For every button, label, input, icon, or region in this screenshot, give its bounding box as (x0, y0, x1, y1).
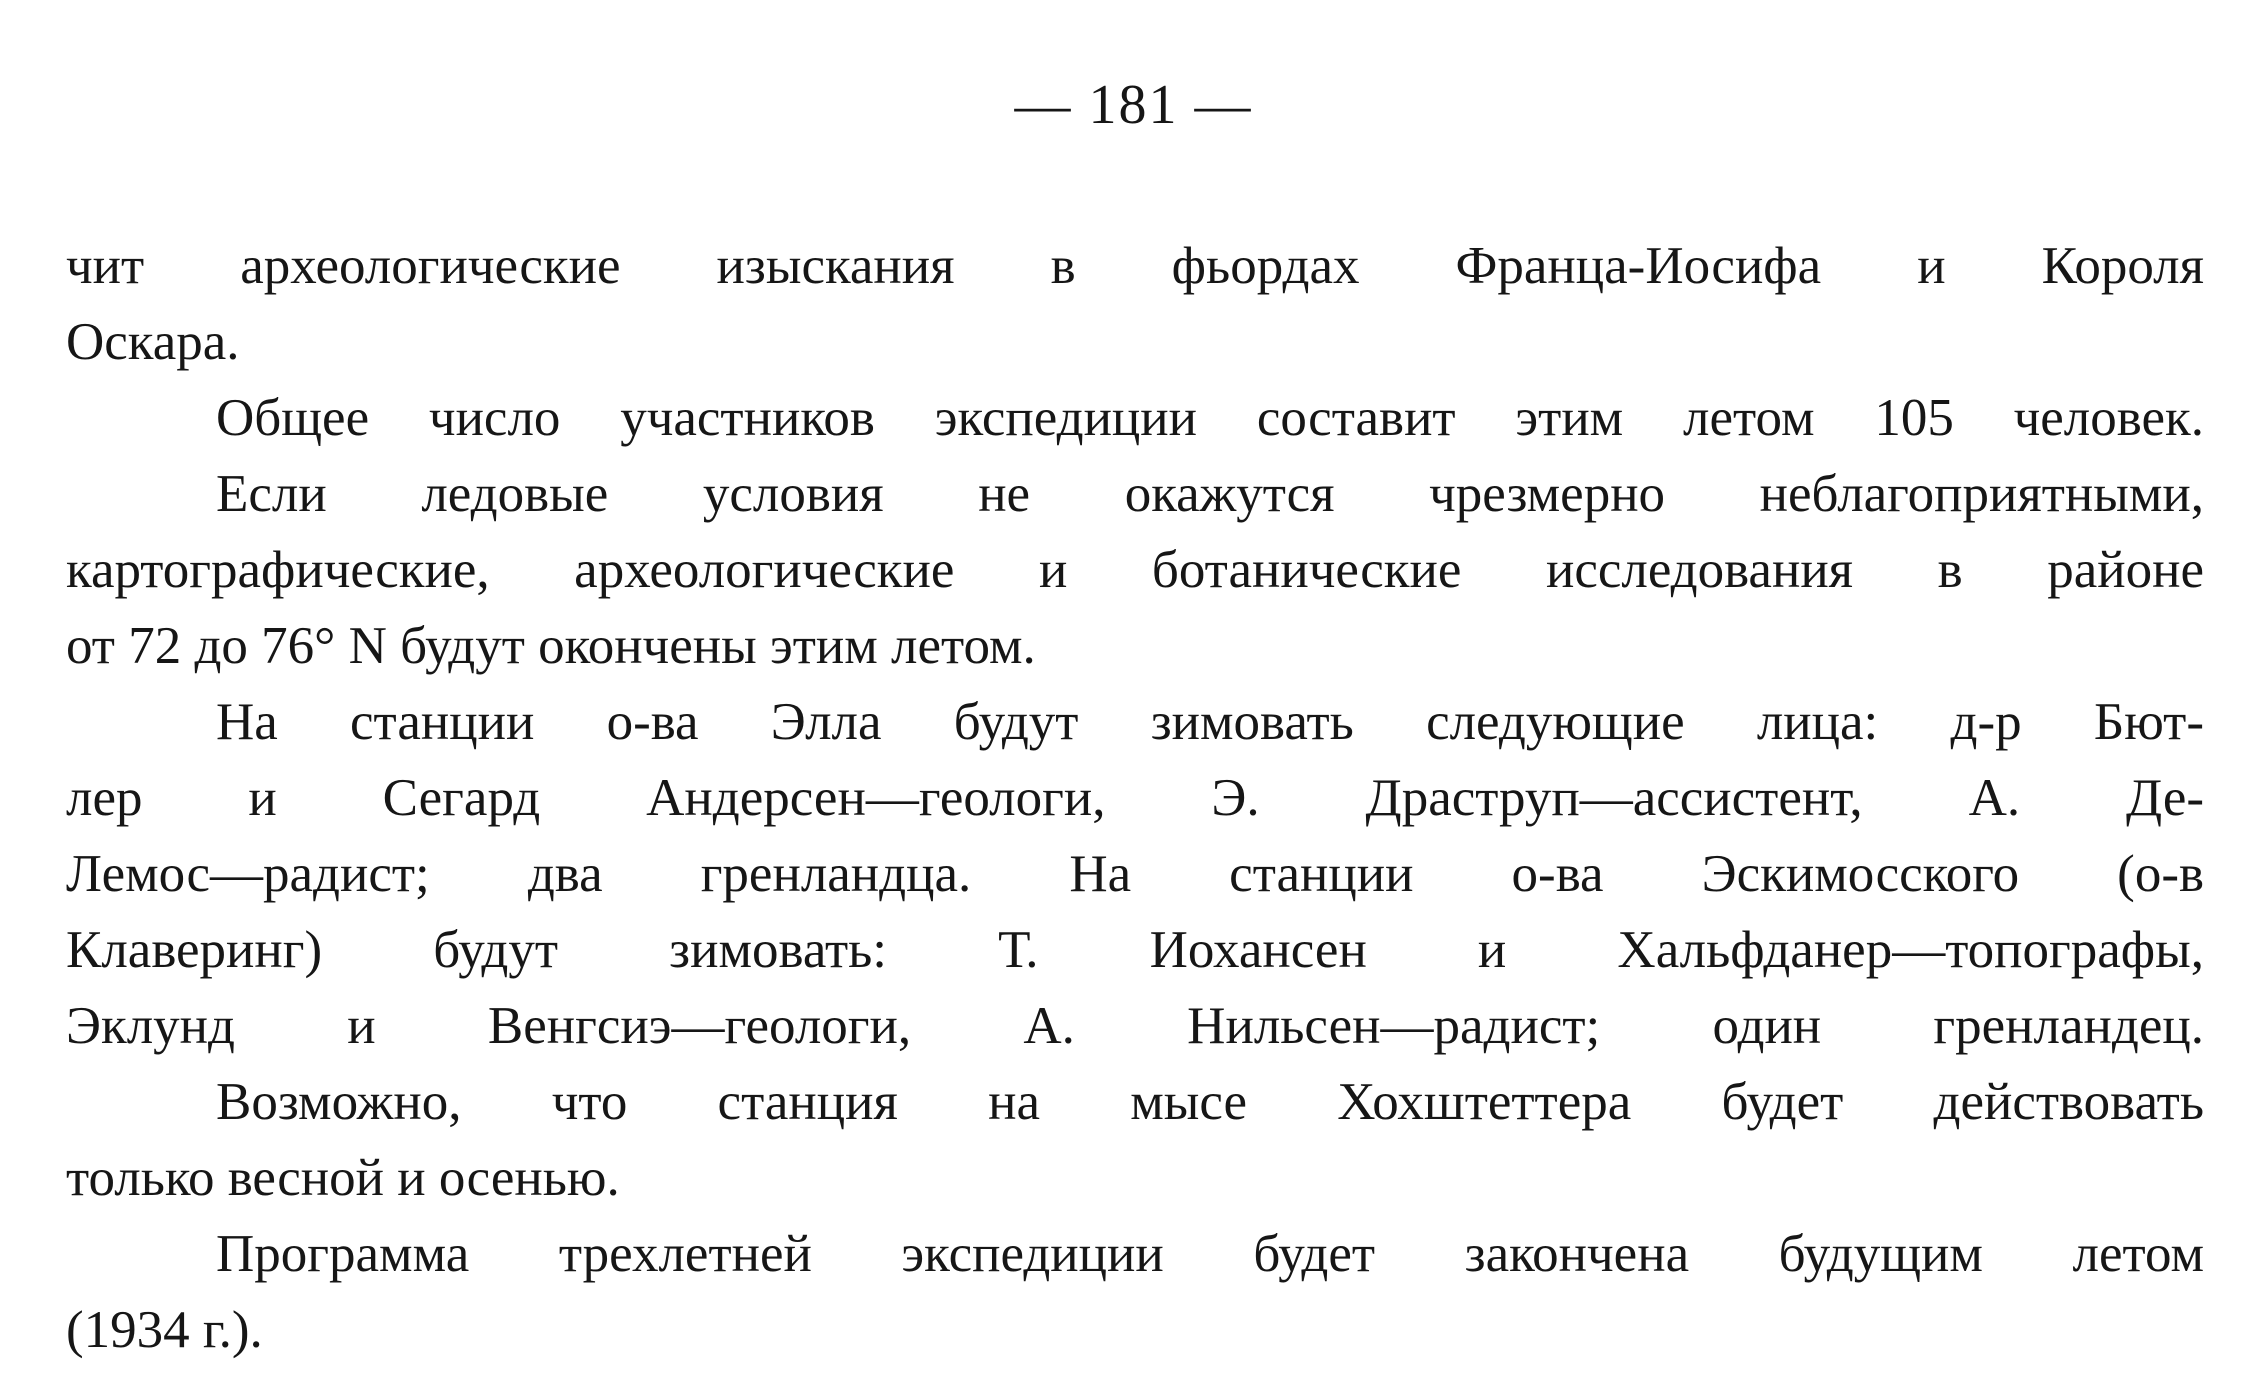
text-line: картографические, археологические и ботанические исследования в районе (66, 541, 2204, 599)
text-line: Лемос—радист; два гренландца. На станции о-ва Эскимосского (о-в (66, 845, 2204, 903)
text-line: только весной и осенью. (66, 1149, 620, 1207)
text-line: Программа трехлетней экспедиции будет закончена будущим летом (216, 1225, 2204, 1283)
paragraph-3 (66, 456, 2204, 684)
paragraph-1 (66, 228, 2204, 380)
text-line: лер и Сегард Андерсен—геологи, Э. Драструп—ассистент, А. Де- (66, 769, 2204, 827)
text-line: (1934 г.). (66, 1301, 263, 1359)
text-line: Общее число участников экспедиции составит этим летом 105 человек. (216, 389, 2204, 447)
text-line: Эклунд и Венгсиэ—геологи, А. Нильсен—радист; один гренландец. (66, 997, 2204, 1055)
text-line: от 72 до 76° N будут окончены этим летом. (66, 617, 1036, 675)
text-line: Клаверинг) будут зимовать: Т. Иохансен и Хальфданер—топографы, (66, 921, 2204, 979)
paragraph-2 (66, 380, 2204, 456)
text-line: Оскара. (66, 313, 240, 371)
page-number: — 181 — (1014, 74, 1253, 136)
text-line: Возможно, что станция на мысе Хохштеттера будет действовать (216, 1073, 2204, 1131)
paragraph-6 (66, 1216, 2204, 1368)
text-line: На станции о-ва Элла будут зимовать следующие лица: д-р Бют- (216, 693, 2204, 751)
text-line: Если ледовые условия не окажутся чрезмерно неблагоприятными, (216, 465, 2204, 523)
paragraph-4 (66, 684, 2204, 1064)
body-text (66, 228, 2204, 1368)
paragraph-5 (66, 1064, 2204, 1216)
text-line: чит археологические изыскания в фьордах Франца-Иосифа и Короля (66, 237, 2204, 295)
